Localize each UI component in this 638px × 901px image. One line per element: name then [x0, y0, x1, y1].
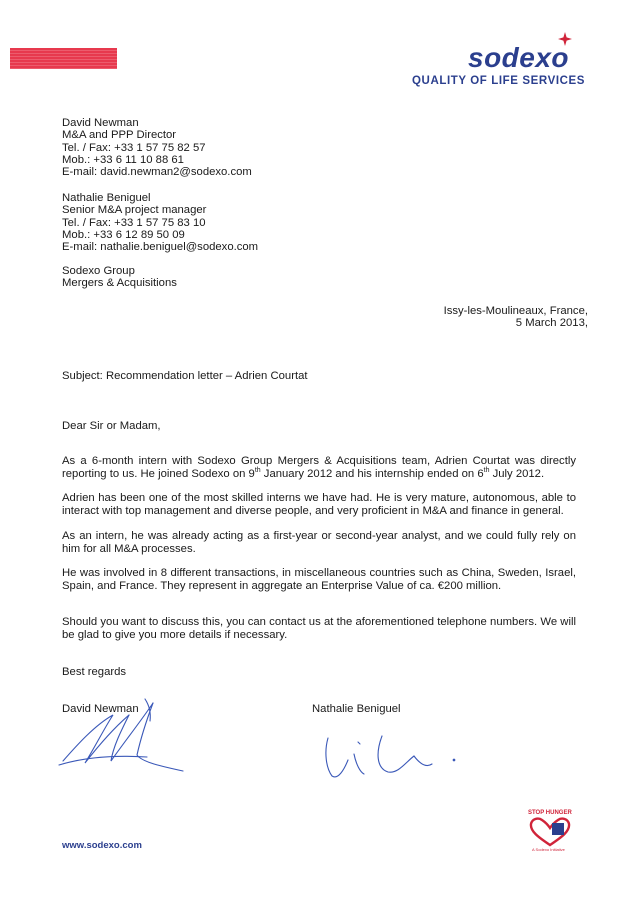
paragraph-1: [62, 455, 576, 480]
org-block: [62, 265, 177, 290]
contact-mobile: Mob.: +33 6 11 10 88 61: [62, 153, 184, 166]
contact-tel: Tel. / Fax: +33 1 57 75 82 57: [62, 141, 206, 154]
paragraph-5: Should you want to discuss this, you can contact us at the aforementioned telephone numbers. We will be glad to give you more details if necessary.: [62, 616, 576, 641]
place: Issy-les-Moulineaux, France,: [443, 305, 588, 317]
signature-name-right: Nathalie Beniguel: [312, 703, 401, 715]
subject-line: Subject: Recommendation letter – Adrien Courtat: [62, 370, 308, 382]
stop-hunger-subtitle: A Sodexo Initiative: [532, 847, 565, 852]
red-stamp-mark: [10, 48, 117, 69]
contact-email: E-mail: david.newman2@sodexo.com: [62, 166, 252, 179]
paragraph-2: Adrien has been one of the most skilled interns we have had. He is very mature, autonomous, able to interact with top management and diverse people, and very proficient in M&A and finance in general.: [62, 492, 576, 517]
stop-hunger-logo: [526, 810, 576, 855]
place-date-block: [444, 305, 588, 330]
star-icon: [558, 32, 572, 46]
signature-right-graphic: [318, 728, 468, 788]
contact-email: E-mail: nathalie.beniguel@sodexo.com: [62, 241, 259, 254]
contact-mobile: Mob.: +33 6 12 89 50 09: [62, 228, 185, 241]
contact-title: Senior M&A project manager: [62, 204, 207, 217]
heart-icon: [528, 817, 572, 847]
salutation: Dear Sir or Madam,: [62, 420, 161, 432]
contact-name: Nathalie Beniguel: [62, 192, 151, 204]
paragraph-3: As an intern, he was already acting as a first-year or second-year analyst, and we could fully rely on him for all M&A processes.: [62, 530, 576, 555]
org-name: Sodexo Group: [62, 265, 135, 277]
tagline: QUALITY OF LIFE SERVICES: [412, 75, 586, 87]
sodexo-logo: [462, 40, 587, 80]
p1-text-b: January 2012 and his internship ended on 6: [260, 467, 484, 480]
sodexo-logo-wordmark: sodexo: [468, 42, 570, 73]
paragraph-4: He was involved in 8 different transactions, in miscellaneous countries such as China, Sweden, Israel, Spain, and France. They represent in aggregate an Enterprise Value of ca. €200 million.: [62, 567, 576, 592]
contact-tel: Tel. / Fax: +33 1 57 75 83 10: [62, 216, 206, 229]
website-link[interactable]: www.sodexo.com: [62, 840, 142, 851]
p1-sup-1: th: [254, 466, 261, 474]
signature-name-left: David Newman: [62, 703, 139, 715]
org-department: Mergers & Acquisitions: [62, 277, 177, 290]
p1-sup-2: th: [483, 466, 490, 474]
p1-text-a: As a 6-month intern with Sodexo Group Mergers & Acquisitions team, Adrien Courtat was directly reporting to us. He joined Sodexo on 9: [62, 455, 576, 480]
contact-title: M&A and PPP Director: [62, 129, 177, 142]
stop-hunger-title: STOP HUNGER: [528, 810, 572, 816]
signature-left-graphic: [55, 695, 190, 780]
contact-block-beniguel: [62, 192, 258, 253]
closing: Best regards: [62, 666, 127, 678]
contact-block-newman: [62, 117, 252, 178]
p1-text-c: July 2012.: [489, 467, 545, 480]
contact-name: David Newman: [62, 117, 139, 129]
date: 5 March 2013,: [515, 317, 588, 330]
